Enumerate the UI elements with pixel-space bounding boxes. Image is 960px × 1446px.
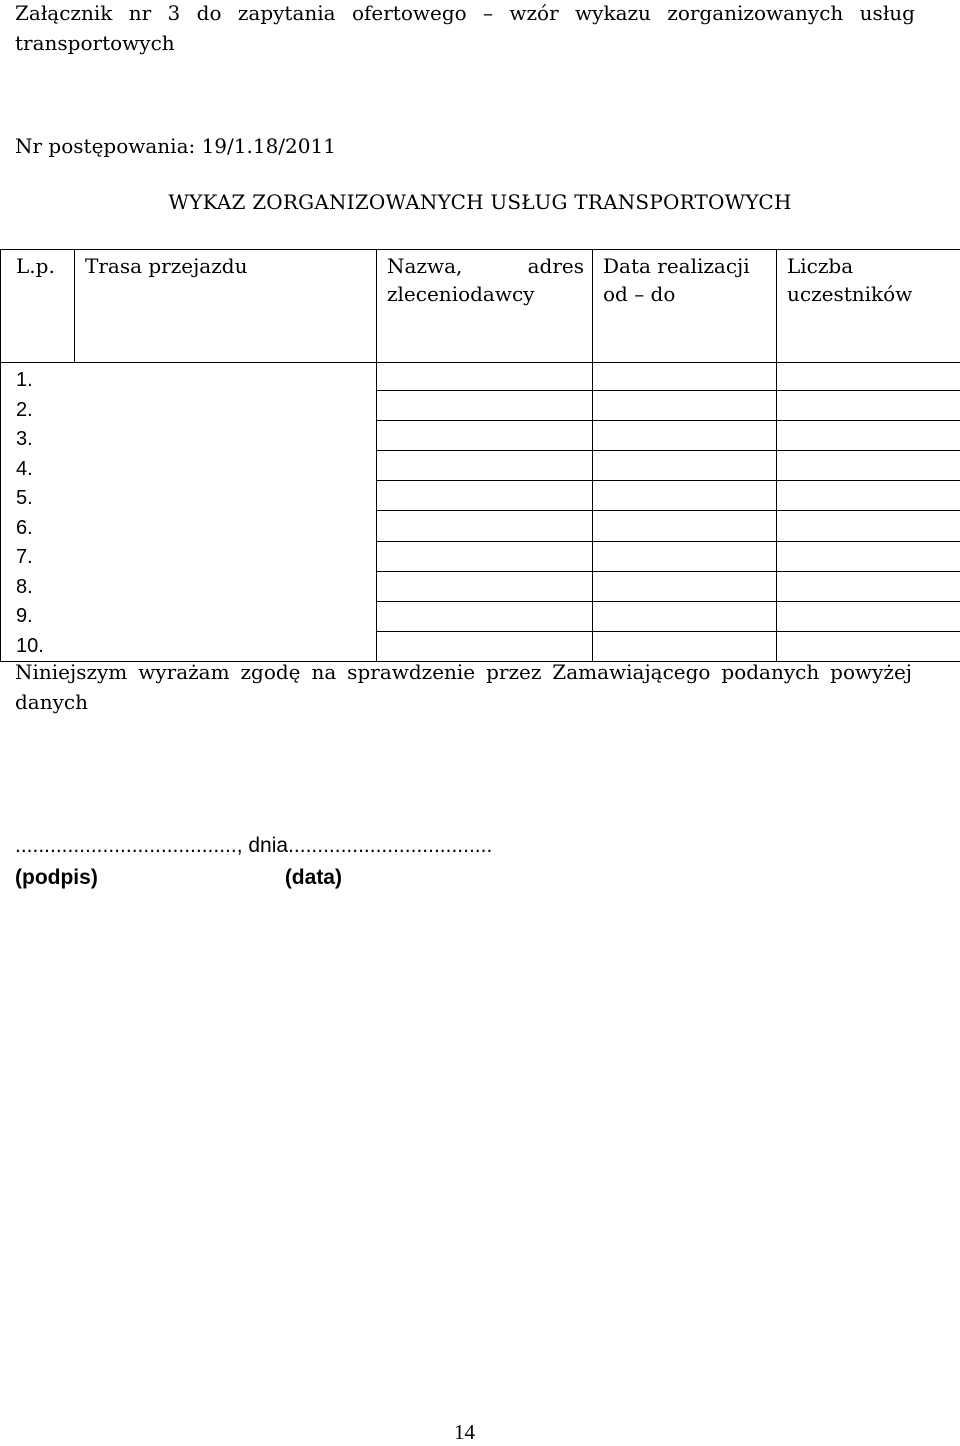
table-row	[1, 363, 960, 391]
header-name-part1: Nazwa,	[387, 254, 463, 278]
table-cell	[377, 451, 593, 481]
header-cell-count	[777, 250, 960, 363]
table-cell	[377, 601, 593, 631]
header-lp: L.p.	[16, 254, 55, 278]
row-number: 8.	[16, 575, 33, 598]
row-numbers	[1, 363, 376, 661]
header-route: Trasa przejazdu	[85, 254, 248, 278]
header-date-line2: od – do	[603, 282, 676, 306]
table-cell	[777, 571, 960, 601]
row-number: 2.	[16, 398, 33, 421]
table-cell	[593, 481, 777, 511]
header-count-line2: uczestników	[787, 282, 913, 306]
table-cell	[377, 511, 593, 541]
table-cell	[777, 601, 960, 631]
header-date-line1: Data realizacji	[603, 254, 750, 278]
table-cell	[377, 421, 593, 451]
row-number: 7.	[16, 546, 33, 568]
signature-label: (podpis)	[15, 866, 98, 889]
row-numbers-cell	[1, 363, 377, 662]
header-cell-date	[593, 250, 777, 363]
services-table	[0, 249, 960, 662]
signature-labels	[15, 864, 342, 892]
header-cell-name	[377, 250, 593, 363]
table-cell	[377, 571, 593, 601]
header-cell-lp	[1, 250, 75, 363]
row-number: 9.	[16, 605, 33, 627]
table-cell	[377, 391, 593, 421]
header-cell-route	[75, 250, 377, 363]
place-date-line: ......................................, dnia...................................	[15, 834, 493, 857]
row-number: 10.	[16, 634, 44, 657]
header-count-line1: Liczba	[787, 254, 854, 278]
table-cell	[777, 511, 960, 541]
table-cell	[777, 481, 960, 511]
document-title: WYKAZ ZORGANIZOWANYCH USŁUG TRANSPORTOWYCH	[168, 190, 792, 214]
table-cell	[777, 541, 960, 571]
header-name-part2: adres	[527, 254, 584, 278]
row-number: 6.	[16, 516, 33, 539]
table-cell	[777, 421, 960, 451]
attachment-heading: Załącznik nr 3 do zapytania ofertowego – wzór wykazu zorganizowanych usług transportowych	[15, 1, 915, 55]
row-number: 4.	[16, 457, 33, 480]
table-cell	[593, 421, 777, 451]
consent-statement: Niniejszym wyrażam zgodę na sprawdzenie przez Zamawiającego podanych powyżej danych	[15, 660, 912, 714]
table-cell	[593, 451, 777, 481]
date-label: (data)	[284, 866, 342, 889]
table-cell	[377, 541, 593, 571]
table-cell	[777, 363, 960, 391]
header-name-part3: zleceniodawcy	[387, 282, 535, 306]
table-cell	[593, 541, 777, 571]
table-cell	[593, 363, 777, 391]
row-number: 5.	[16, 487, 33, 509]
page-number: 14	[454, 1420, 475, 1444]
row-number: 3.	[16, 428, 33, 450]
row-number: 1.	[16, 369, 33, 391]
table-cell	[777, 391, 960, 421]
procedure-number: Nr postępowania: 19/1.18/2011	[15, 134, 336, 158]
table-cell	[593, 391, 777, 421]
table-cell	[377, 363, 593, 391]
table-cell	[593, 601, 777, 631]
table-cell	[593, 571, 777, 601]
table-cell	[377, 481, 593, 511]
table-cell	[593, 511, 777, 541]
table-header-row	[1, 250, 960, 363]
table-cell	[777, 451, 960, 481]
